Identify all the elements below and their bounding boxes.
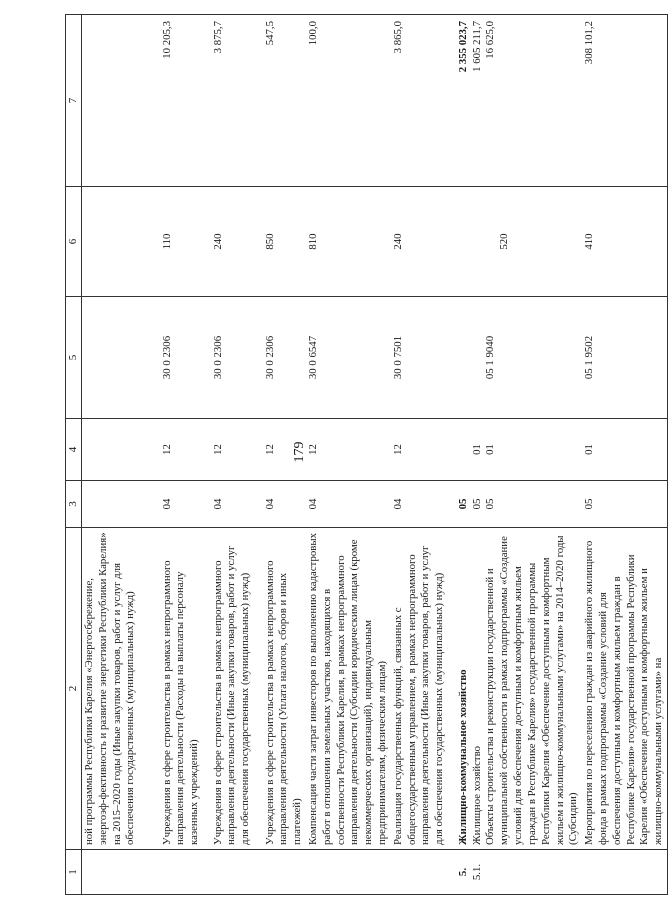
row-razdel: 04 [306,481,391,528]
row-name: Объекты строительства и реконструкции государственной и муниципальной собственности в рамках подпрограммы «Создание условий для обеспечения доступным и комфортным жильем граждан в Республике Карелия» государственной программы Республики Карелия «Обеспечение доступным и комфортным жильем и жилищно-коммунальными услугами» на 2014–2020 годы (Субсидии) [484,535,580,845]
header-col-7: 7 [66,15,82,187]
row-number-group [456,850,582,895]
row-razdel [82,481,160,528]
row-podrazdel: 12 [160,419,211,481]
row-number [160,850,211,895]
row-vr-group [456,187,582,297]
row-csr: 30 0 2306 [160,297,211,419]
table-row [391,15,456,895]
row-razdel: 04 [211,481,263,528]
row-amount: 16 625,0 [484,21,497,59]
table-header-row [66,15,82,895]
row-podrazdel: 12 [263,419,306,481]
row-podrazdel [82,419,160,481]
row-name: Компенсация части затрат инвесторов по выполнению кадастровых работ в отношении земельных участков, находящихся в собственности Республики Карелия, в рамках непрограммного направления деятельности (Субсидии юридическим лицам (кроме некоммерческих организаций), индивидуальным предпринимателям, физическим лицам) [306,528,391,850]
row-podrazdel-group [456,419,582,481]
row-number [391,850,456,895]
row-number [211,850,263,895]
section-podrazdel [457,423,471,476]
row-amount: 100,0 [306,15,391,187]
row-vr: 850 [263,187,306,297]
subsection-razdel: 05 [470,498,483,510]
row-name-group [456,528,582,850]
row-name: Учреждения в сфере строительства в рамках непрограммного направления деятельности (Расходы на выплаты персоналу казенных учреждений) [160,528,211,850]
row-vr: 240 [211,187,263,297]
header-col-1: 1 [66,850,82,895]
table-row [160,15,211,895]
table-row [456,15,582,895]
row-amount: 10 205,3 [160,15,211,187]
row-name: Реализация государственных функций, связанных с общегосударственным управлением, в рамках непрограммного направления деятельности (Иные закупки товаров, работ и услуг для обеспечения государственных (муниципальных) нужд) [391,528,456,850]
section-razdel: 05 [456,498,469,510]
table-row [211,15,263,895]
row-name: Мероприятия по переселению граждан из аварийного жилищного фонда в рамках подпрограммы «Создание условий для обеспечения доступным и комфортным жильем граждан в Республике Карелия» государственной программы Республики Карелия «Обеспечение доступным и комфортным жильем и жилищно-коммунальными услугами» на [582,528,667,850]
subsection-podrazdel: 01 [470,444,483,455]
section-amount: 2 355 023,7 [456,21,469,73]
page-number-text: 179 [292,441,307,463]
row-amount [82,15,160,187]
row-amount: 308 101,2 [582,15,667,187]
row-csr: 05 1 9502 [582,297,667,419]
row-name: Учреждения в сфере строительства в рамках непрограммного направления деятельности (Уплата налогов, сборов и иных платежей) [263,528,306,850]
row-vr: 410 [582,187,667,297]
row-amount: 547,5 [263,15,306,187]
header-col-6: 6 [66,187,82,297]
table-row [263,15,306,895]
row-number [82,850,160,895]
row-csr-group [456,297,582,419]
row-podrazdel: 01 [484,444,497,455]
header-col-2: 2 [66,528,82,850]
row-number [263,850,306,895]
table-row [582,15,667,895]
row-razdel: 05 [484,498,497,510]
subsection-number: 5.1. [470,863,483,881]
row-name: Учреждения в сфере строительства в рамках непрограммного направления деятельности (Иные закупки товаров, работ и услуг для обеспечения государственных (муниципальных) нужд) [211,528,263,850]
row-vr: 110 [160,187,211,297]
rotated-table-container [65,15,665,895]
row-amount: 3 865,0 [391,15,456,187]
row-amount: 3 875,7 [211,15,263,187]
row-razdel: 05 [582,481,667,528]
subsection-name: Жилищное хозяйство [470,745,483,845]
row-vr: 520 [498,233,511,250]
table-row [82,15,160,895]
row-amount-group [456,15,582,187]
row-vr: 240 [391,187,456,297]
row-razdel: 04 [160,481,211,528]
subsection-amount: 1 605 211,7 [470,21,483,72]
row-razdel-group [456,481,582,528]
header-col-3: 3 [66,481,82,528]
row-csr [82,297,160,419]
section-number: 5. [456,867,469,877]
row-name: ной программы Республики Карелия «Энергосбережение, энергоэф-фективность и развитие энергетики Республики Карелия» на 2015–2020 годы (Иные закупки товаров, работ и услуг для обеспечения государственных (муниципальных) нужд) [82,528,160,850]
budget-table [65,14,668,895]
row-vr [82,187,160,297]
row-razdel: 04 [263,481,306,528]
row-csr: 05 1 9040 [484,335,497,380]
row-csr: 30 0 7501 [391,297,456,419]
row-csr: 30 0 2306 [263,297,306,419]
row-csr: 30 0 6547 [306,297,391,419]
header-col-5: 5 [66,297,82,419]
row-number [582,850,667,895]
table-row [306,15,391,895]
row-podrazdel: 12 [306,419,391,481]
section-name: Жилищно-коммунальное хозяйство [456,669,469,845]
row-razdel: 04 [391,481,456,528]
row-podrazdel: 01 [582,419,667,481]
row-podrazdel: 12 [211,419,263,481]
row-number [306,850,391,895]
row-vr: 810 [306,187,391,297]
row-podrazdel: 12 [391,419,456,481]
row-csr: 30 0 2306 [211,297,263,419]
header-col-4: 4 [66,419,82,481]
